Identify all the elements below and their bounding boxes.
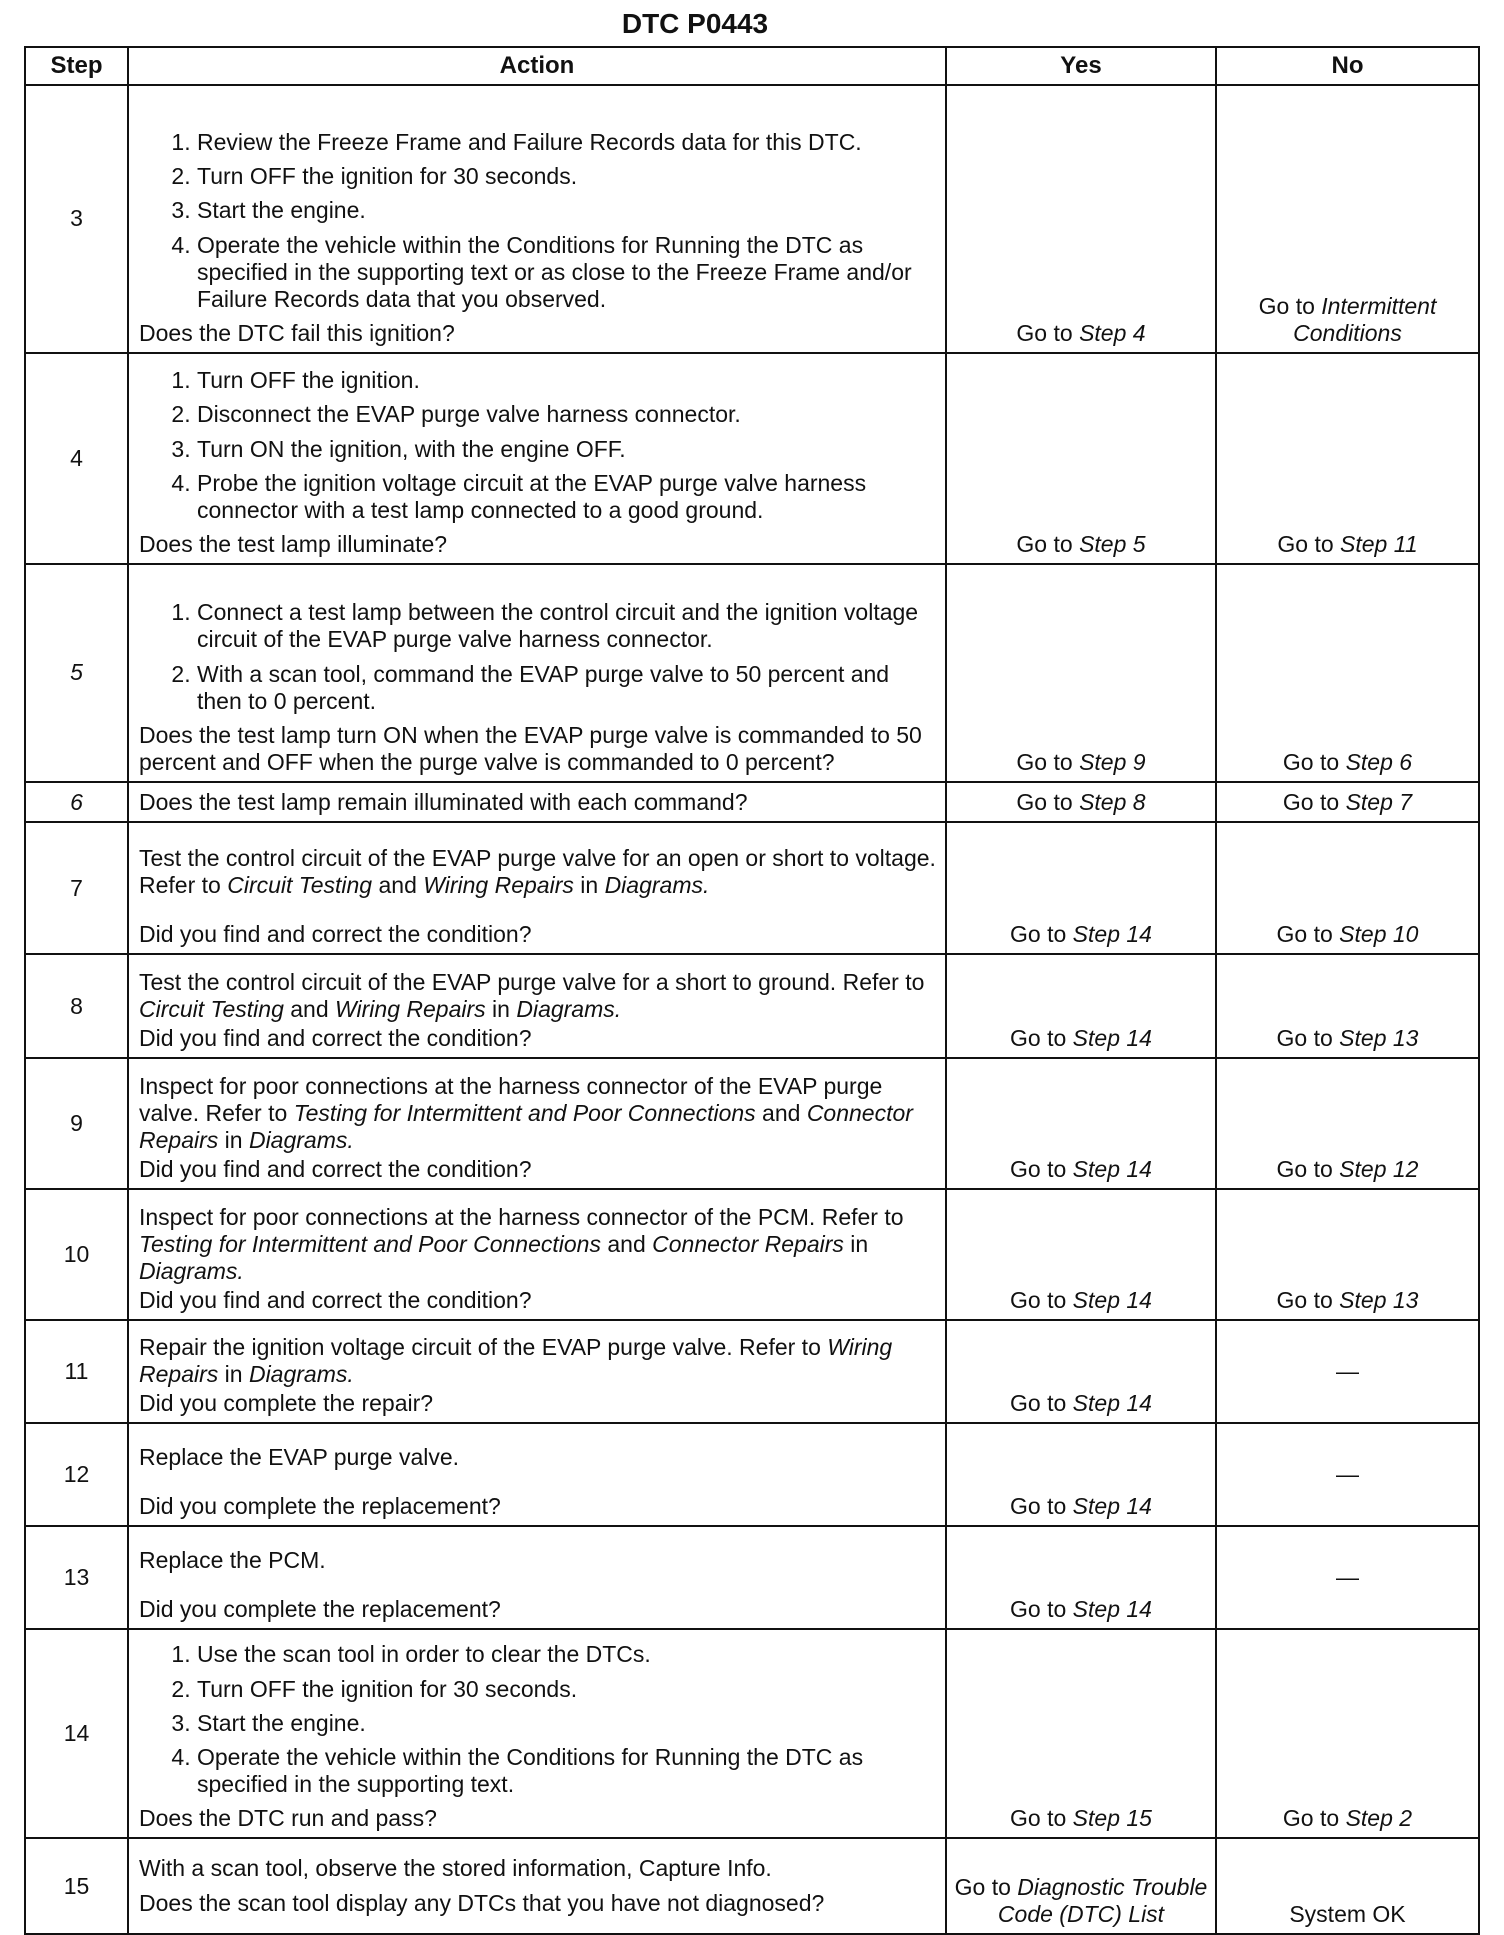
no-prefix: Go to <box>1277 530 1334 557</box>
instruction <box>139 969 937 1023</box>
reference-link: Diagrams. <box>248 1360 354 1387</box>
no-cell <box>1216 564 1479 782</box>
table-row <box>25 1189 1479 1320</box>
step-number: 4 <box>25 353 128 564</box>
substep: 1. Review the Freeze Frame and Failure Records data for this DTC. <box>197 129 937 156</box>
action-cell <box>128 353 946 564</box>
no-prefix: Go to <box>1276 1025 1333 1051</box>
instruction: Replace the PCM. <box>139 1546 326 1573</box>
no-prefix: Go to <box>1282 789 1340 815</box>
question: Does the DTC fail this ignition? <box>139 319 455 346</box>
no-cell: — <box>1216 1423 1479 1526</box>
no-target: Step 2 <box>1345 1805 1413 1831</box>
substep-list <box>139 1641 937 1798</box>
instruction-text: Test the control circuit of the EVAP purge valve for an open or short to voltage. Refer to <box>139 844 936 898</box>
instruction-text: in <box>492 995 510 1022</box>
action-cell <box>128 1423 946 1526</box>
substep: 3. Turn ON the ignition, with the engine OFF. <box>197 436 937 463</box>
question: Did you complete the replacement? <box>139 1493 501 1519</box>
substep: 3. Start the engine. <box>197 1710 937 1737</box>
no-cell: — <box>1216 1320 1479 1423</box>
reference-link: Connector Repairs <box>139 1099 913 1153</box>
instruction-text: in <box>580 871 599 898</box>
instruction-text: in <box>850 1230 869 1257</box>
substep-list <box>139 367 937 524</box>
yes-cell <box>946 1423 1216 1526</box>
action-cell <box>128 564 946 782</box>
yes-cell <box>946 1320 1216 1423</box>
instruction-text: in <box>224 1360 243 1387</box>
instruction-text: Repair the ignition voltage circuit of the EVAP purge valve. Refer to <box>139 1333 821 1360</box>
no-prefix: Go to <box>1276 1287 1333 1313</box>
step-number: 7 <box>25 822 128 954</box>
instruction-text: and <box>290 995 329 1022</box>
reference-link: Diagrams. <box>516 995 622 1022</box>
substep: 4. Probe the ignition voltage circuit at the EVAP purge valve harness connector with a test lamp connected to a good ground. <box>197 470 937 524</box>
action-cell <box>128 782 946 822</box>
table-row <box>25 1526 1479 1629</box>
step-column-header: Step <box>25 47 128 85</box>
no-target: Step 13 <box>1339 1287 1419 1313</box>
yes-cell <box>946 1189 1216 1320</box>
yes-prefix: Go to <box>1010 1390 1067 1416</box>
reference-link: Testing for Intermittent and Poor Connections <box>293 1099 756 1126</box>
yes-prefix: Go to <box>1016 748 1073 775</box>
question: Does the test lamp turn ON when the EVAP purge valve is commanded to 50 percent and OFF when the purge valve is commanded to 0 percent? <box>139 721 922 775</box>
document-title: DTC P0443 <box>621 8 769 39</box>
yes-prefix: Go to <box>1010 1156 1067 1182</box>
no-cell: — <box>1216 1526 1479 1629</box>
action-cell <box>128 954 946 1058</box>
yes-cell <box>946 1629 1216 1838</box>
question: Did you complete the replacement? <box>139 1596 501 1622</box>
yes-cell <box>946 85 1216 353</box>
instruction <box>139 1204 937 1285</box>
yes-cell <box>946 822 1216 954</box>
no-cell <box>1216 954 1479 1058</box>
instruction-text: Inspect for poor connections at the harness connector of the PCM. Refer to <box>139 1203 904 1230</box>
step-number: 15 <box>25 1838 128 1934</box>
step-number: 12 <box>25 1423 128 1526</box>
table-row <box>25 1423 1479 1526</box>
substep: 1. Connect a test lamp between the control circuit and the ignition voltage circuit of the EVAP purge valve harness connector. <box>197 599 937 653</box>
table-row <box>25 822 1479 954</box>
no-prefix: Go to <box>1282 748 1340 775</box>
reference-link: Wiring Repairs <box>139 1333 893 1387</box>
question: Does the test lamp remain illuminated with each command? <box>139 789 748 815</box>
reference-link: Diagrams. <box>604 871 710 898</box>
instruction: Replace the EVAP purge valve. <box>139 1443 460 1470</box>
yes-cell <box>946 1838 1216 1934</box>
yes-target: Step 15 <box>1072 1805 1152 1831</box>
yes-prefix: Go to <box>1010 1493 1067 1519</box>
no-cell: System OK <box>1216 1838 1479 1934</box>
instruction-text: and <box>378 871 417 898</box>
header-row <box>25 47 1479 85</box>
no-prefix: Go to <box>1258 292 1315 319</box>
reference-link: Circuit Testing <box>139 995 284 1022</box>
instruction <box>139 1073 937 1154</box>
no-cell <box>1216 85 1479 353</box>
no-target: Step 12 <box>1339 1156 1419 1182</box>
yes-cell <box>946 954 1216 1058</box>
no-prefix: Go to <box>1276 1156 1333 1182</box>
yes-cell <box>946 782 1216 822</box>
reference-link: Circuit Testing <box>227 871 373 898</box>
yes-target: Step 14 <box>1072 1493 1152 1519</box>
question: Did you find and correct the condition? <box>139 1287 532 1313</box>
table-row <box>25 782 1479 822</box>
yes-target: Step 14 <box>1072 1156 1152 1182</box>
no-target: Intermittent Conditions <box>1293 292 1437 346</box>
table-row <box>25 1320 1479 1423</box>
step-number: 13 <box>25 1526 128 1629</box>
no-cell <box>1216 1189 1479 1320</box>
yes-prefix: Go to <box>1016 319 1073 346</box>
reference-link: Connector Repairs <box>652 1230 844 1257</box>
no-cell <box>1216 1058 1479 1189</box>
substep: 1. Use the scan tool in order to clear the DTCs. <box>197 1641 937 1668</box>
yes-prefix: Go to <box>1010 1025 1067 1051</box>
step-number: 14 <box>25 1629 128 1838</box>
step-number: 8 <box>25 954 128 1058</box>
yes-cell <box>946 353 1216 564</box>
substep: 2. Turn OFF the ignition for 30 seconds. <box>197 163 937 190</box>
action-cell <box>128 1629 946 1838</box>
instruction <box>139 1334 937 1388</box>
instruction-text: and <box>762 1099 801 1126</box>
table-row <box>25 564 1479 782</box>
reference-link: Wiring Repairs <box>423 871 574 898</box>
no-target: Step 13 <box>1339 1025 1419 1051</box>
table-row <box>25 954 1479 1058</box>
action-cell <box>128 1320 946 1423</box>
substep: 1. Turn OFF the ignition. <box>197 367 937 394</box>
yes-target: Step 8 <box>1079 789 1146 815</box>
reference-link: Diagrams. <box>139 1257 244 1284</box>
no-target: Step 6 <box>1345 748 1413 775</box>
instruction: With a scan tool, observe the stored information, Capture Info. <box>139 1854 772 1881</box>
step-number: 5 <box>25 564 128 782</box>
question: Does the DTC run and pass? <box>139 1805 437 1831</box>
action-cell <box>128 822 946 954</box>
yes-cell <box>946 1526 1216 1629</box>
instruction-text: in <box>224 1126 243 1153</box>
yes-cell <box>946 564 1216 782</box>
no-target: Step 7 <box>1345 789 1413 815</box>
no-target: Step 10 <box>1339 921 1419 947</box>
instruction <box>139 845 937 899</box>
substep: 2. Disconnect the EVAP purge valve harness connector. <box>197 401 937 428</box>
step-number: 6 <box>25 782 128 822</box>
diagnostic-table <box>24 46 1480 1935</box>
action-cell <box>128 1838 946 1934</box>
step-number: 11 <box>25 1320 128 1423</box>
instruction-text: Test the control circuit of the EVAP purge valve for a short to ground. Refer to <box>139 968 925 995</box>
yes-prefix: Go to <box>1010 1287 1067 1313</box>
yes-target: Step 14 <box>1072 1287 1152 1313</box>
question: Does the scan tool display any DTCs that you have not diagnosed? <box>139 1889 825 1916</box>
yes-column-header: Yes <box>946 47 1216 85</box>
table-row <box>25 1838 1479 1934</box>
yes-target: Step 5 <box>1079 530 1146 557</box>
table-row <box>25 1058 1479 1189</box>
question: Did you find and correct the condition? <box>139 1025 532 1051</box>
no-prefix: Go to <box>1276 921 1333 947</box>
yes-prefix: Go to <box>1016 789 1073 815</box>
instruction-text: Inspect for poor connections at the harness connector of the EVAP purge valve. Refer to <box>139 1072 883 1126</box>
no-cell <box>1216 782 1479 822</box>
yes-prefix: Go to <box>1010 921 1067 947</box>
reference-link: Testing for Intermittent and Poor Connections <box>139 1230 601 1257</box>
table-row <box>25 85 1479 353</box>
substep: 2. With a scan tool, command the EVAP purge valve to 50 percent and then to 0 percent. <box>197 661 937 715</box>
yes-target: Step 4 <box>1079 319 1146 346</box>
no-cell <box>1216 1629 1479 1838</box>
question: Does the test lamp illuminate? <box>139 530 448 557</box>
yes-target: Step 14 <box>1072 921 1152 947</box>
no-column-header: No <box>1216 47 1479 85</box>
substep: 3. Start the engine. <box>197 197 937 224</box>
substep: 4. Operate the vehicle within the Conditions for Running the DTC as specified in the supporting text. <box>197 1744 937 1798</box>
reference-link: Diagrams. <box>248 1126 354 1153</box>
table-row <box>25 1629 1479 1838</box>
no-target: Step 11 <box>1340 530 1418 557</box>
yes-prefix: Go to <box>1010 1805 1067 1831</box>
yes-prefix: Go to <box>954 1873 1011 1900</box>
yes-target: Step 9 <box>1079 748 1146 775</box>
no-cell <box>1216 822 1479 954</box>
step-number: 9 <box>25 1058 128 1189</box>
yes-target: Step 14 <box>1072 1390 1152 1416</box>
yes-target: Diagnostic Trouble Code (DTC) List <box>997 1873 1208 1927</box>
yes-prefix: Go to <box>1010 1596 1067 1622</box>
question: Did you find and correct the condition? <box>139 921 532 947</box>
reference-link: Wiring Repairs <box>335 995 486 1022</box>
action-cell <box>128 1526 946 1629</box>
yes-target: Step 14 <box>1072 1596 1152 1622</box>
action-cell <box>128 85 946 353</box>
substep: 4. Operate the vehicle within the Conditions for Running the DTC as specified in the supporting text or as close to the Freeze Frame and/or Failure Records data that you observed. <box>197 232 937 313</box>
substep-list <box>139 599 937 715</box>
step-number: 10 <box>25 1189 128 1320</box>
instruction-text: and <box>607 1230 646 1257</box>
no-cell <box>1216 353 1479 564</box>
action-cell <box>128 1189 946 1320</box>
no-prefix: Go to <box>1282 1805 1340 1831</box>
action-column-header: Action <box>128 47 946 85</box>
yes-prefix: Go to <box>1016 530 1073 557</box>
table-row <box>25 353 1479 564</box>
substep: 2. Turn OFF the ignition for 30 seconds. <box>197 1676 937 1703</box>
action-cell <box>128 1058 946 1189</box>
yes-cell <box>946 1058 1216 1189</box>
question: Did you complete the repair? <box>139 1390 434 1416</box>
substep-list <box>139 129 937 313</box>
step-number: 3 <box>25 85 128 353</box>
yes-target: Step 14 <box>1072 1025 1152 1051</box>
question: Did you find and correct the condition? <box>139 1156 532 1182</box>
